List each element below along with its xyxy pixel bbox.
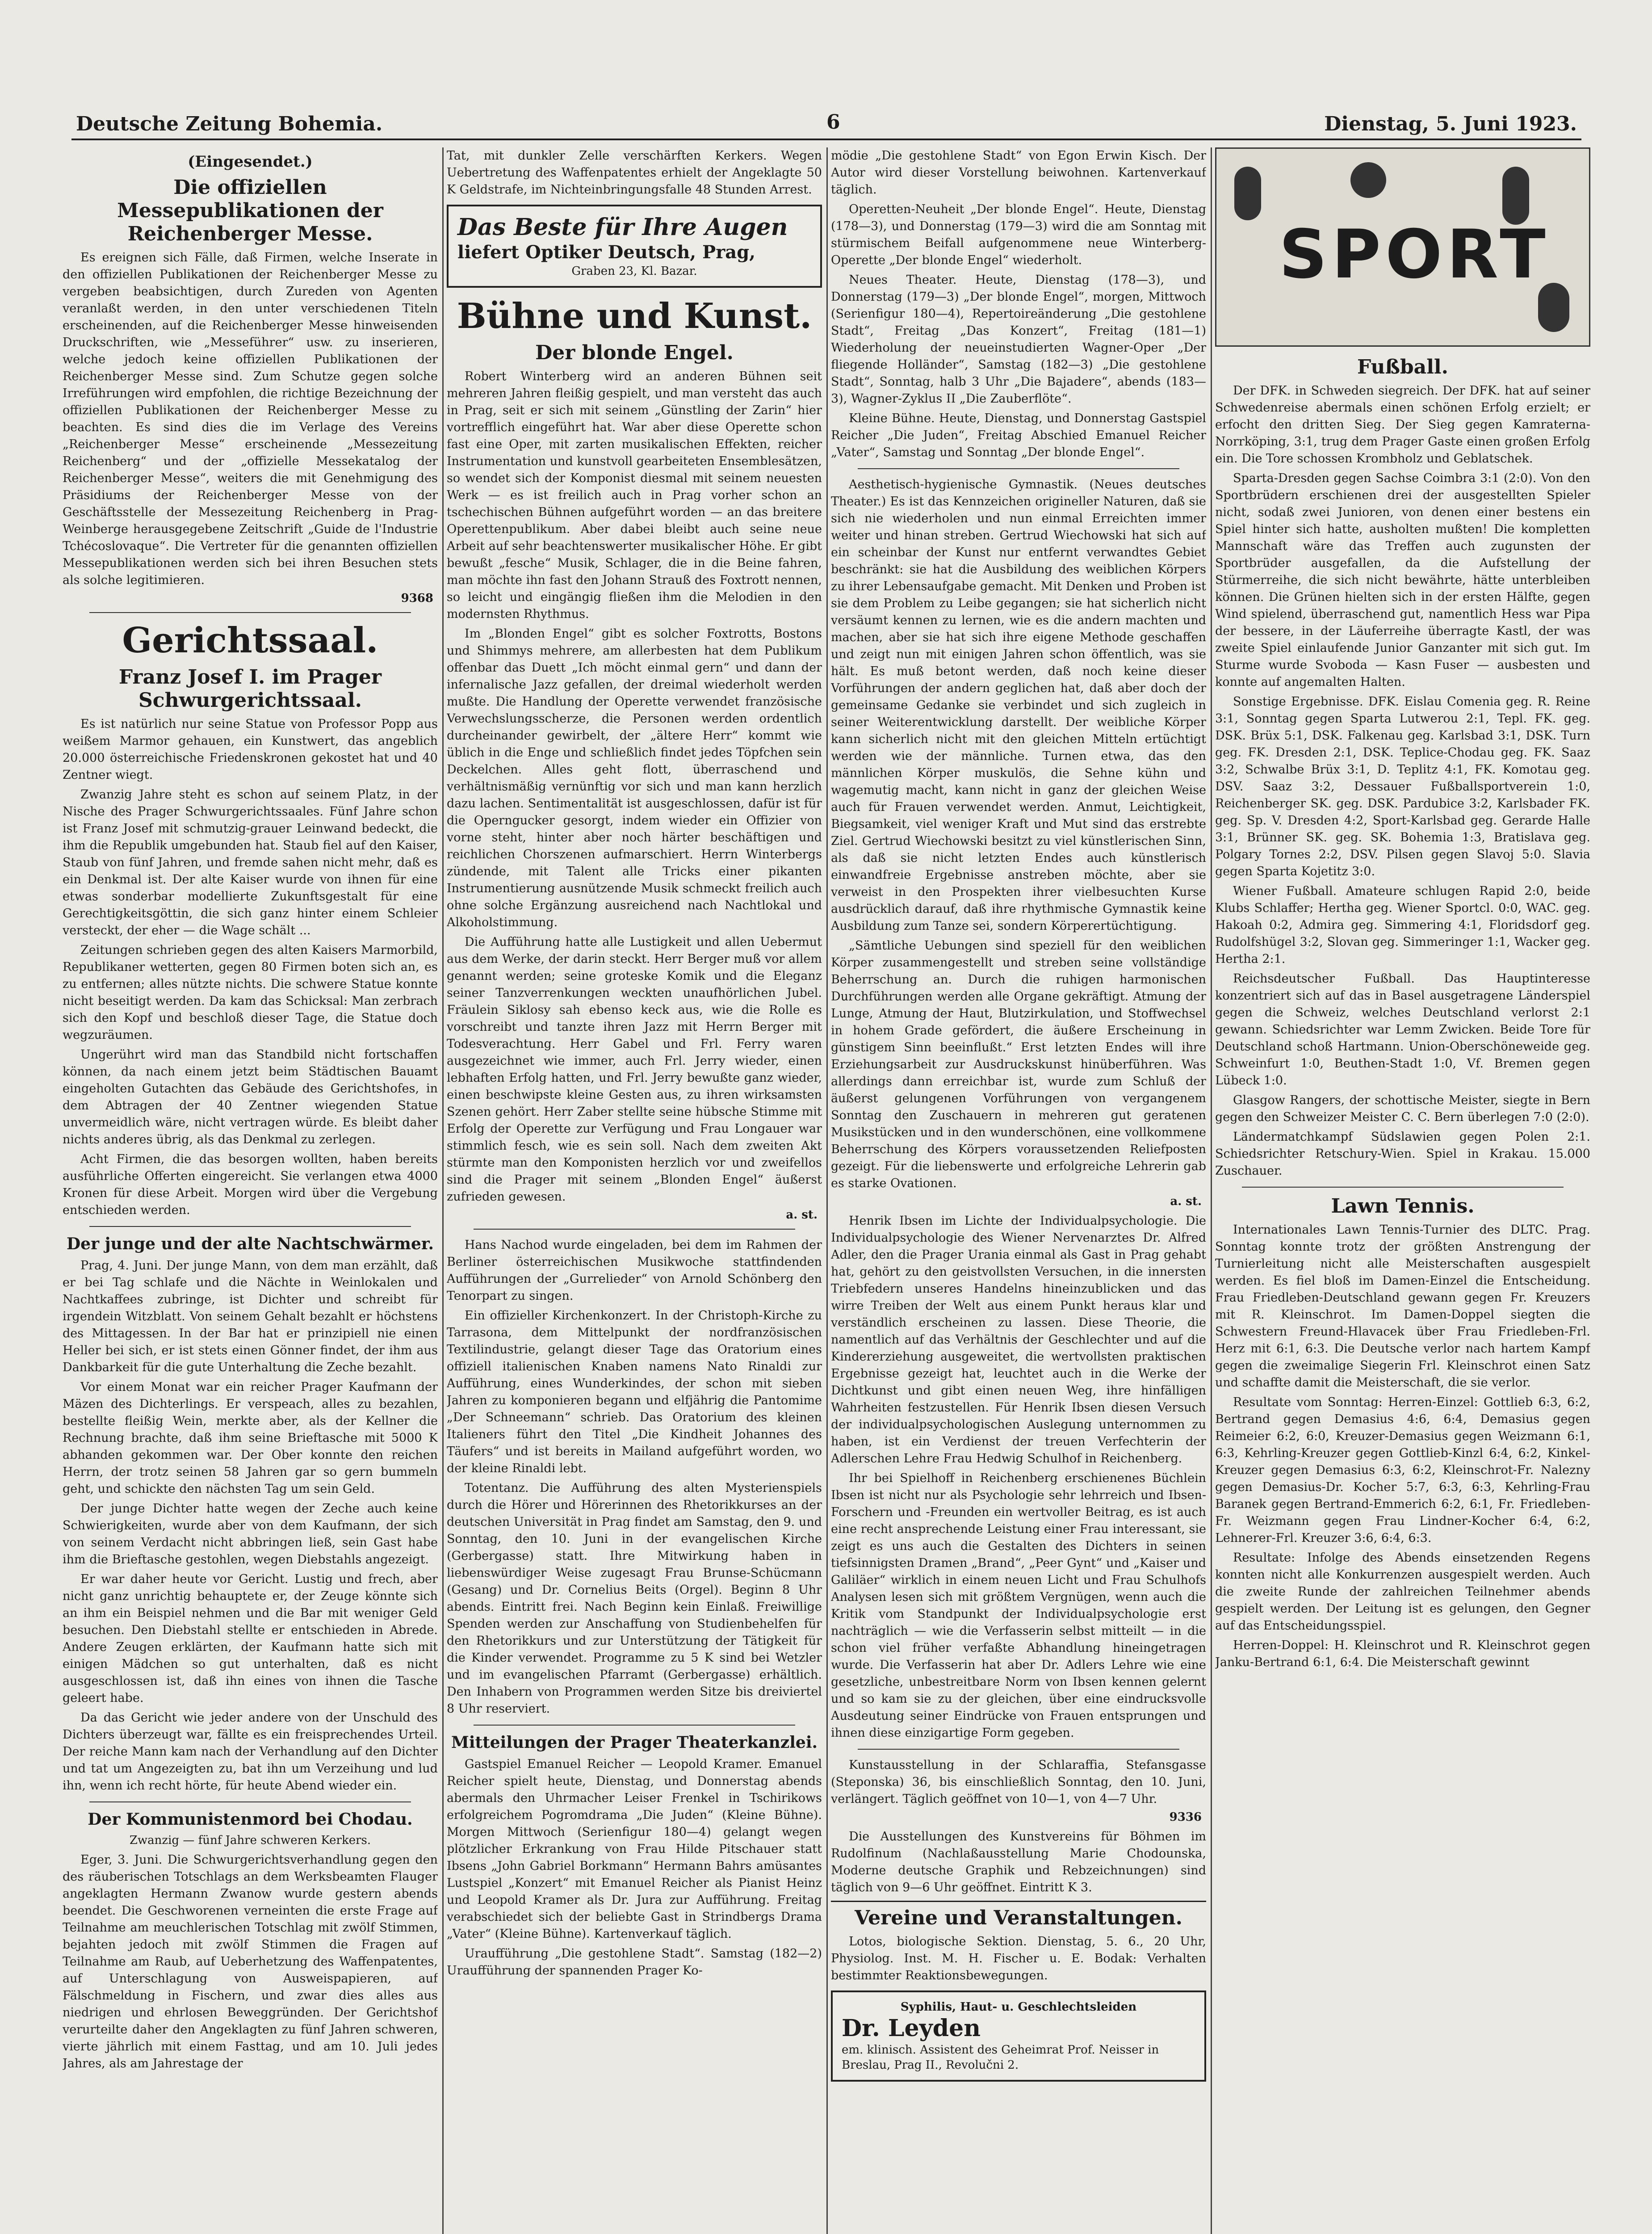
divider — [1242, 1187, 1564, 1188]
issue-date: Dienstag, 5. Juni 1923. — [1324, 113, 1577, 135]
column-rule — [442, 147, 444, 2234]
vereine-item: Lotos, biologische Sektion. Dienstag, 5. 6., 20 Uhr, Physiolog. Inst. M. H. Fischer u. E. Bodak: Verhalten bestimmter Reaktionsbewegungen. — [831, 1935, 1206, 1982]
franz-josef-paragraph: Zeitungen schrieben gegen des alten Kaisers Marmorbild, Republikaner wetterten, gegen 80 Firmen boten sich an, es zu entfernen; alles nützte nichts. Die schwere Statue konnte nicht beseitigt werden. Da kam das Schicksal: Man zerbrach sich den Kopf und beschloß dieser Tage, die Statue doch wegzuräumen. — [63, 943, 438, 1042]
vereine-heading: Vereine und Veranstaltungen. — [831, 1901, 1206, 1930]
column-1 — [63, 147, 438, 2234]
buehne-heading: Bühne und Kunst. — [457, 296, 812, 336]
franz-josef-paragraph: Es ist natürlich nur seine Statue von Professor Popp aus weißem Marmor gehauen, ein Kunstwert, das angeblich 20.000 österreichische Friedenskronen gekostet hat und 40 Zentner wiegt. — [63, 717, 438, 782]
sport-paragraph: Sonstige Ergebnisse. DFK. Eislau Comenia geg. R. Reine 3:1, Sonntag gegen Sparta Lutwerou 2:1, Tepl. FK. geg. DSK. Brüx 5:1, DSK. Falkenau geg. Karlsbad 3:1, DSK. Turn geg. FK. Dresden 2:1, DSK. Teplice-Chodau geg. FK. Saaz 3:2, Schwalbe Brüx 3:1, D. Teplitz 4:1, FK. Komotau geg. DSV. Saaz 3:2, Dessauer Fußballsportverein 1:0, Reichenberger SK. geg. DSK. Pardubice 3:2, Karlsbader FK. geg. Sp. V. Dresden 4:2, Sport-Karlsbad geg. Gerarde Halle 3:1, Brünner SK. geg. SK. Bohemia 1:3, Bratislava geg. Polgary Tornes 2:2, DSV. Pilsen gegen Slavoj 5:0. Slavia gegen Sparta Kojetitz 3:0. — [1215, 695, 1590, 878]
franz-josef-headline: Franz Josef I. im Prager Schwurgerichtssaal. — [118, 666, 382, 712]
tennis-paragraph: Resultate vom Sonntag: Herren-Einzel: Gottlieb 6:3, 6:2, Bertrand gegen Demasius 4:6, 6:4, Demasius gegen Reimeier 6:2, 6:0, Kreuzer-Demasius gegen Weizmann 6:1, 6:3, Kehrling-Kreuzer gegen Gottlieb-Kinzl 6:4, 6:2, Kinkel-Kreuzer gegen Demasius 6:3, 6:2, Kleinschrot-Fr. Nalezny gegen Demasius-Dr. Kocher 5:7, 6:3, 6:3, Kehrling-Frau Baranek gegen Bertrand-Emmerich 6:2, 6:1, Fr. Friedleben-Fr. Weizmann gegen Frau Lindner-Kocher 6:4, 6:2, Lehnerer-Frl. Kreuzer 3:6, 6:4, 6:3. — [1215, 1395, 1590, 1545]
gymnastik-signature: a. st. — [1170, 1195, 1202, 1208]
sport-paragraph: Der DFK. in Schweden siegreich. Der DFK. hat auf seiner Schwedenreise abermals einen schönen Erfolg erzielt; er erfocht den dritten Sieg. Der Sieg gegen Kamraterna-Norrköping, 3:1, trug dem Prager Gaste einen großen Erfolg ein. Die Tore schossen Krombholz und Geblatschek. — [1215, 384, 1590, 466]
sport-paragraph: Reichsdeutscher Fußball. Das Hauptinteresse konzentriert sich auf das in Basel ausgetragene Länderspiel gegen die Schweiz, welches Deutschland verlorst 2:1 gewann. Schiedsrichter war Lemm Zwicken. Beide Tore für Deutschland schoß Hartmann. Union-Oberschöneweide geg. Schweinfurt 1:0, Beuthen-Stadt 1:0, Vf. Bremen gegen Lübeck 1:0. — [1215, 972, 1590, 1088]
theater-item: Kleine Bühne. Heute, Dienstag, und Donnerstag Gastspiel Reicher „Die Juden“, Freitag Abschied Emanuel Reicher „Vater“, Samstag und Sonntag „Der blonde Engel“. — [831, 412, 1206, 459]
kunst-number: 9336 — [1169, 1810, 1202, 1824]
tennis-paragraph: Internationales Lawn Tennis-Turnier des DLTC. Prag. Sonntag konnte trotz der größten Anstrengung der Turnierleitung nicht alle Meisterschaften ausgespielt werden. Es fiel bloß im Damen-Einzel die Entscheidung. Frau Friedleben-Deutschland gewann gegen Fr. Kreuzers mit R. Kleinschrot. Im Damen-Doppel siegten die Schwestern Freund-Hlavacek über Frau Friedleben-Frl. Herz mit 6:1, 6:3. Die Deutsche verlor nach hartem Kampf gegen die zweimalige Siegerin Frl. Kleinschrot einen Satz und schaffte damit die Meisterschaft, die sie verlor. — [1215, 1223, 1590, 1390]
page-number: 6 — [826, 111, 840, 134]
kommunistenmord-subhead: Zwanzig — fünf Jahre schweren Kerkers. — [129, 1834, 371, 1847]
kunst-item: Kunstausstellung in der Schlaraffia, Stefansgasse (Steponska) 36, bis einschließlich Sonntag, den 10. Juni, verlängert. Täglich geöffnet von 10—1, von 4—7 Uhr. — [831, 1758, 1206, 1806]
paper-name: Deutsche Zeitung Bohemia. — [76, 113, 383, 135]
gymnastik-paragraph: Aesthetisch-hygienische Gymnastik. (Neues deutsches Theater.) Es ist das Kennzeichen origineller Naturen, daß sie sich nie wiederholen und nun einmal Erreichten immer weiter und hinan streben. Gertrud Wiechowski hat sich auf ein scheinbar der Kunst nur entfernt verwandtes Gebiet beschränkt: sie hat die Ausbildung des weiblichen Körpers zu ihrer Lebensaufgabe gemacht. Mit Denken und Proben ist sie dem Problem zu Leibe gegangen; sie hat sicherlich nicht versäumt kennen zu lernen, wie es die andern machten und machen, aber sie hat sich ihre eigene Methode geschaffen und zeigt nun mit einigen Jahren schon öffentlich, was sie hält. Es muß betont werden, daß noch keine dieser Vorführungen der andern geglichen hat, daß aber doch der gemeinsame Gedanke sie verbindet und sich zugleich in seiner Weiterentwicklung darstellt. Der weibliche Körper kann sicherlich nicht mit den gleichen Mitteln ertüchtigt werden wie der männliche. Turnen etwa, das den männlichen Körper muskulös, die Sehne kühn und wagemutig macht, kann nicht in ganz der gleichen Weise auch für Frauen verwendet werden. Anmut, Leichtigkeit, Biegsamkeit, viel weniger Kraft und Mut sind das erstrebte Ziel. Gertrud Wiechowski besitzt zu viel künstlerischen Sinn, als daß sie nicht letzten Endes auch künstlerisch einwandfreie Ergebnisse anstreben möchte, aber sie verweist in den Prospekten ihrer vielbesuchten Kurse ausdrücklich darauf, daß ihre rhythmische Gymnastik keine Ausbildung zum Tanze sei, sondern Körperertüchtigung. — [831, 478, 1206, 933]
column-rule — [826, 147, 828, 2234]
nachtschwaermer-paragraph: Er war daher heute vor Gericht. Lustig und frech, aber nicht ganz unrichtig behauptete er, der Zeuge könnte sich an ihm ein Beispiel nehmen und die Bar mit weniger Geld besuchen. Den Diebstahl stellte er entschieden in Abrede. Andere Zeugen erklärten, der Kaufmann hatte sich mit einigen Mädchen so gut unterhalten, daß es nicht ausgeschlossen ist, daß ihn eines von ihnen die Tasche geleert habe. — [63, 1572, 438, 1705]
sport-paragraph: Glasgow Rangers, der schottische Meister, siegte in Bern gegen den Schweizer Meister C. C. Bern überlegen 7:0 (2:0). — [1215, 1093, 1590, 1124]
news-item: Totentanz. Die Aufführung des alten Mysterienspiels durch die Hörer und Hörerinnen des Rhetorikkurses an der deutschen Universität in Prag findet am Samstag, den 9. und Sonntag, den 10. Juni in der evangelischen Kirche (Gerbergasse) statt. Ihre Mitwirkung haben in liebenswürdiger Weise zugesagt Frau Brunse-Schücmann (Gesang) und Dr. Cornelius Beits (Orgel). Beginn 8 Uhr abends. Eintritt frei. Nach Beginn kein Einlaß. Freiwillige Spenden werden zur Anschaffung von Studienbehelfen für den Rhetorikkurs und zur Unterstützung der Tätigkeit für die Kinder verwendet. Programme zu 5 K sind bei Wetzler und im evangelischen Pfarramt (Gerbergasse) erhältlich. Den Inhabern von Programmen werden Sitze bis dreiviertel 8 Uhr reserviert. — [447, 1481, 822, 1716]
franz-josef-paragraph: Zwanzig Jahre steht es schon auf seinem Platz, in der Nische des Prager Schwurgerichtssaales. Fünf Jahre schon ist Franz Josef mit schmutzig-grauer Leinwand bedeckt, die ihm die Republik umgebunden hat. Staub fiel auf den Kaiser, Staub von fünf Jahren, und fremde sahen nicht mehr, daß es ein Denkmal ist. Der alte Kaiser wurde von ihnen für eine etwas sonderbar modellierte Zukunftsgestalt für eine Gerechtigkeitsgöttin, die sich ganz hinter einem Schleier versteckt, der eher — die Wage schält ... — [63, 788, 438, 937]
review-paragraph: Im „Blonden Engel“ gibt es solcher Foxtrotts, Bostons und Shimmys mehrere, am allerbesten hat dem Publikum offenbar das Duett „Ich möcht einmal gern“ und dann der infernalische Jazz gefallen, der dreimal wiederholt werden mußte. Die Handlung der Operette verwendet französische Verwechslungsscherze, die Personen werden ordentlich durcheinander gewirbelt, der „ältere Herr“ kommt wie üblich in die Enge und schließlich findet jedes Töpfchen sein Deckelchen. Alles geht flott, überraschend und verhältnismäßig vernünftig vor sich und man kann herzlich dazu lachen. Sentimentalität ist ausgeschlossen, dafür ist für die Operngucker gesorgt, indem wieder ein Offizier von vorne steht, hinter aber noch härter beschäftigen und reichlichen Chorszenen aufmarschiert. Herrn Winterbergs zündende, mit Talent alle Tricks einer pikanten Instrumentierung ausnützende Musik schmeckt freilich auch ohne solche Ergänzung ausreichend nach Nachtlokal und Alkoholstimmung. — [447, 627, 822, 929]
news-item: Ein offizieller Kirchenkonzert. In der Christoph-Kirche zu Tarrasona, dem Mittelpunkt der nordfranzösischen Textilindustrie, gelangt dieser Tage das Oratorium eines offiziell italienischen Knaben namens Nato Rinaldi zur Aufführung, eines Wunderkindes, der schon mit sieben Jahren zu komponieren begann und elfjährig die Pantomime „Der Schneemann“ schrieb. Das Oratorium des kleinen Italieners führt den Titel „Die Kindheit Johannes des Täufers“ und ist bereits in Mailand aufgeführt worden, wo der kleine Rinaldi lebt. — [447, 1309, 822, 1475]
leyden-advertisement[interactable] — [831, 1990, 1206, 2082]
continued-text: Tat, mit dunkler Zelle verschärften Kerkers. Wegen Uebertretung des Waffenpatentes erhielt der Angeklagte 50 K Geldstrafe, im Nichteinbringungsfalle 48 Stunden Arrest. — [447, 149, 822, 197]
masthead — [71, 107, 1581, 140]
messe-article: Es ereignen sich Fälle, daß Firmen, welche Inserate in den offiziellen Publikationen der Reichenberger Messe zu vergeben beabsichtigen, durch Zureden von Agenten veranlaßt werden, in den unter verschiedenen Titeln erscheinenden, auf die Reichenberger Messe hinweisenden Druckschriften, wie „Messeführer“ usw. zu inserieren, welche jedoch keine offiziellen Publikationen der Reichenberger Messe sind. Zum Schutze gegen solche Irreführungen wird empfohlen, die richtige Bezeichnung der offiziellen Publikationen der Reichenberger Messe zu beachten. Es sind dies die im Verlage des Vereins „Reichenberger Messe“ erscheinende „Messezeitung Reichenberg“ und der „offizielle Messekatalog der Reichenberger Messe“, weiters die mit Genehmigung des Präsidiums der Reichenberger Messe von der Geschäftsstelle der Messezeitung Reichenberg in Prag-Weinberge herausgegebene Zeitschrift „Guide de l'Industrie Tchécoslovaque“. Die Vertreter für die genannten offiziellen Messepublikationen werden sich bei ihren Besuchen stets als solche legitimieren. — [63, 251, 438, 587]
messe-number: 9368 — [401, 592, 433, 605]
ad-headline: Das Beste für Ihre Augen — [457, 214, 788, 241]
column-3 — [831, 147, 1206, 2234]
news-item: Hans Nachod wurde eingeladen, bei dem im Rahmen der Berliner österreichischen Musikwoche stattfindenden Aufführungen der „Gurrelieder“ von Arnold Schönberg den Tenorpart zu singen. — [447, 1238, 822, 1303]
divider — [474, 1725, 795, 1726]
sport-paragraph: Ländermatchkampf Südslawien gegen Polen 2:1. Schiedsrichter Retschury-Wien. Spiel in Krakau. 15.000 Zuschauer. — [1215, 1130, 1590, 1178]
kommunistenmord-paragraph: Eger, 3. Juni. Die Schwurgerichtsverhandlung gegen den des räuberischen Totschlags an dem Werksbeamten Flauger angeklagten Hermann Zwanow wurde gestern abends beendet. Die Geschworenen verneinten die erste Frage auf Teilnahme am meuchlerischen Totschlag mit zwölf Stimmen, bejahten jedoch mit zwölf Stimmen die Fragen auf Teilnahme am Raub, auf Ueberhetzung des Waffenpatentes, auf Unterschlagung von Ausweispapieren, auf Fälschmeldung in Fischern, und zwar dies alles aus niedrigen und ehrlosen Beweggründen. Der Gerichtshof verurteilte daher den Angeklagten zu fünf Jahren schweren, vierte jährlich mit einem Fasttag, und am 10. Juli jedes Jahres, als am Jahrestage der — [63, 1853, 438, 2070]
theater-item: Neues Theater. Heute, Dienstag (178—3), und Donnerstag (179—3) „Der blonde Engel“, morgen, Mittwoch (Serienfigur 180—4), Repertoireänderung „Die gestohlene Stadt“, Freitag „Das Konzert“, Freitag (181—1) Wiederholung der neueinstudierten Wagner-Oper „Der fliegende Holländer“, Samstag (182—3) „Die gestohlene Stadt“, Sonntag, halb 3 Uhr „Die Bajadere“, abends (183—3), Wagner-Zyklus II „Die Zauberflöte“. — [831, 273, 1206, 406]
divider — [474, 1229, 795, 1230]
column-2 — [447, 147, 822, 2234]
sport-wordmark: SPORT — [1279, 216, 1550, 294]
divider — [89, 1226, 411, 1227]
review-paragraph: Die Aufführung hatte alle Lustigkeit und allen Uebermut aus dem Werke, der darin steckt. Herr Berger muß vor allem genannt werden; seine groteske Komik und die Eleganz seiner Tanzverrenkungen weckten unaufhörlichen Jubel. Fräulein Siklosy sah ebenso keck aus, wie die Rolle es vorschreibt und tanzte ihren Jazz mit Herrn Berger mit Todesverachtung. Herr Gabel und Frl. Ferry waren ausgezeichnet wie immer, auch Frl. Jerry wieder, einen lebhaften Erfolg hatten, und Frl. Jerry bewußte ganz wieder, einen beschwipste kleine Gesten aus, zu ihren wirksamsten Szenen gehört. Herr Zaber stellte seine hübsche Stimme mit Erfolg der Operette zur Verfügung und Frau Longauer war stimmlich fesch, wie es sein soll. Nach dem zweiten Akt stürmte man den Komponisten herzlich vor und zweifellos sind die Prager mit seinem „Blonden Engel“ äußerst zufrieden gewesen. — [447, 935, 822, 1204]
tennis-heading: Lawn Tennis. — [1331, 1195, 1475, 1218]
fussball-heading: Fußball. — [1357, 356, 1448, 378]
ibsen-paragraph: Ihr bei Spielhoff in Reichenberg erschienenes Büchlein Ibsen ist nicht nur als Psychologie sehr lehrreich und Ibsen-Forschern und -Freunden ein wertvoller Beitrag, es ist auch eine recht ansprechende Leistung einer Frau interessant, sie zeigt es uns auch die Gestalten des Dichters in seinen tiefsinnigsten Dramen „Brand“, „Peer Gynt“ und „Kaiser und Galiläer“ wirklich in einem neuen Licht und Frau Schulhofs Analysen lesen sich mit größtem Vergnügen, wenn auch die Kritik vom Standpunkt der Individualpsychologie erst nachträglich — wie die Verfasserin selbst mitteilt — in die schon viel früher verfaßte Abhandlung hineingetragen wurde. Die Verfasserin hat aber Dr. Adlers Lehre wie eine gesetzliche, unbestreitbare Norm von Ibsen kennen gelernt und so kam sie zu der gleichen, über eine eindrucksvolle Ausdeutung seiner Eindrücke von Frauen entsprungen und ihnen diese einzigartige Form gegeben. — [831, 1471, 1206, 1740]
sport-paragraph: Wiener Fußball. Amateure schlugen Rapid 2:0, beide Klubs Schlaffer; Hertha geg. Wiener Sportcl. 0:0, WAC. geg. Hakoah 0:2, Admira geg. Simmering 4:1, Floridsdorf geg. Rudolfshügel 3:2, Slovan geg. Simmeringer 1:1, Wacker geg. Hertha 2:1. — [1215, 884, 1590, 966]
tennis-paragraph: Resultate: Infolge des Abends einsetzenden Regens konnten nicht alle Konkurrenzen ausgespielt werden. Auch die zweite Runde der zahlreichen Teilnehmer abends gespielt werden. Der Leitung ist es gelungen, den Gegner auf das Entscheidungsspiel. — [1215, 1551, 1590, 1633]
ad-address: Graben 23, Kl. Bazar. — [571, 265, 697, 278]
review-paragraph: Robert Winterberg wird an anderen Bühnen seit mehreren Jahren fleißig gespielt, und man versteht das auch in Prag, seit er sich mit seinem „Günstling der Zarin“ hier vortrefflich eingeführt hat. War aber diese Operette schon fast eine Oper, mit zarten musikalischen Effekten, reicher Instrumentation und kunstvoll gearbeiteten Ensemblesätzen, so wendet sich der Komponist diesmal mit seinem neuesten Werk — es ist freilich auch in Prag vorher schon an tschechischen Bühnen aufgeführt worden — an das breitere Operettenpublikum. Aber dabei bleibt auch seine neue Arbeit auf sehr beachtenswerter musikalischer Höhe. Er gibt bewußt „fesche“ Musik, Schlager, die in die Beine fahren, man möchte ihn fast den Johann Strauß des Foxtrott nennen, so leicht und eingängig fließen ihm die Melodien in den modernsten Rhythmus. — [447, 370, 822, 621]
tennis-paragraph: Herren-Doppel: H. Kleinschrot und R. Kleinschrot gegen Janku-Bertrand 6:1, 6:4. Die Meisterschaft gewinnt — [1215, 1638, 1590, 1669]
nachtschwaermer-paragraph: Der junge Dichter hatte wegen der Zeche auch keine Schwierigkeiten, wurde aber von dem Kaufmann, der sich von seinem Verdacht nicht abbringen ließ, sein Gast habe ihm die Brieftasche gestohlen, wegen Diebstahls angezeigt. — [63, 1502, 438, 1566]
nachtschwaermer-headline: Der junge und der alte Nachtschwärmer. — [66, 1235, 434, 1253]
ibsen-paragraph: Henrik Ibsen im Lichte der Individualpsychologie. Die Individualpsychologie des Wiener Nervenarztes Dr. Alfred Adler, den die Prager Urania einmal als Gast in Prag gehabt hat, gehört zu den geistvollsten Versuchen, in die innersten Triebfedern unseres Handelns hineinzublicken und das wirre Treiben der Welt aus einem Punkt heraus klar und verständlich erscheinen zu lassen. Diese Theorie, die namentlich auf das Verhältnis der Geschlechter und auf die Kindererziehung ausgeweitet, die wertvollsten praktischen Ergebnisse gezeigt hat, leuchtet auch in die Werke der Dichtkunst und gibt einen neuen Weg, ihre hinfälligen Wahrheiten festzustellen. Für Henrik Ibsen diesen Versuch der individualpsychologischen Auslegung unternommen zu haben, ist ein Verdienst der treuen Verfechterin der Adlerschen Lehre Frau Hedwig Schulhof in Reichenberg. — [831, 1214, 1206, 1466]
divider — [89, 1801, 411, 1802]
athlete-figure — [1234, 167, 1261, 220]
ad-subtext: em. klinisch. Assistent des Geheimrat Prof. Neisser in Breslau, Prag II., Revolučni 2. — [842, 2043, 1159, 2072]
theater-item: Uraufführung „Die gestohlene Stadt“. Samstag (182—2) Uraufführung der spannenden Prager Ko- — [447, 1947, 822, 1978]
nachtschwaermer-paragraph: Da das Gericht wie jeder andere von der Unschuld des Dichters überzeugt war, fällte es ein freisprechendes Urteil. Der reiche Mann kam nach der Verhandlung auf den Dichter und tat um Angezeigten zu, bat ihn um Verzeihung und lud ihn, wenn ich recht hörte, für heute Abend wieder ein. — [63, 1711, 438, 1793]
divider — [858, 1749, 1179, 1750]
theaterkanzlei-headline: Mitteilungen der Prager Theaterkanzlei. — [451, 1733, 818, 1752]
eingesendet-label: (Eingesendet.) — [188, 153, 313, 171]
blonde-engel-headline: Der blonde Engel. — [535, 341, 734, 364]
theater-item: Operetten-Neuheit „Der blonde Engel“. Heute, Dienstag (178—3), und Donnerstag (179—3) wird die am Sonntag mit stürmischem Beifall aufgenommene neue Winterberg-Operette „Der blonde Engel“ wiederholt. — [831, 202, 1206, 267]
column-rule — [1211, 147, 1212, 2234]
column-4 — [1215, 147, 1590, 2234]
review-signature: a. st. — [786, 1208, 818, 1222]
nachtschwaermer-paragraph: Vor einem Monat war ein reicher Prager Kaufmann der Mäzen des Dichterlings. Er verspeach, alles zu bezahlen, bestellte fleißig Wein, merkte aber, als der Kellner die Rechnung brachte, daß ihm seine Brieftasche mit 5000 K abhanden gekommen war. Der Ober konnte den reichen Herrn, der trotz seinen 58 Jahren gar so gern bummeln geht, und schickte den nächsten Tag um sein Geld. — [63, 1380, 438, 1496]
franz-josef-paragraph: Acht Firmen, die das besorgen wollten, haben bereits ausführliche Offerten eingereicht. Sie verlangen etwa 4000 Kronen für diese Arbeit. Morgen wird über die Vergebung entschieden werden. — [63, 1152, 438, 1217]
messe-headline: Die offiziellen Messepublikationen der Reichenberger Messe. — [117, 176, 383, 245]
continued-text: mödie „Die gestohlene Stadt“ von Egon Erwin Kisch. Der Autor wird dieser Vorstellung beiwohnen. Kartenverkauf täglich. — [831, 149, 1206, 197]
optiker-advertisement[interactable] — [447, 205, 822, 288]
gymnastik-paragraph: „Sämtliche Uebungen sind speziell für den weiblichen Körper zusammengestellt und streben seine vollständige Beherrschung an. Durch die ruhigen harmonischen Durchführungen werden alle Organe gekräftigt. Atmung der Lunge, Atmung der Haut, Blutzirkulation, und Stoffwechsel in hohem Grade gefördert, die äußere Erscheinung in günstigem Sinn beeinflußt.“ Erst letzten Endes will ihre Erziehungsarbeit zur Ausdruckskunst hinüberführen. Was allerdings dann erreichbar ist, wurde zum Schluß der äußerst gelungenen Vorführungen von vergangenem Sonntag den Zuschauern in mehreren gut geratenen Musikstücken und in den wunderschönen, eine vollkommene Beherrschung des Körpers voraussetzenden Reliefposten gezeigt. Für die liebenswerte und erfolgreiche Lehrerin gab es starke Ovationen. — [831, 939, 1206, 1190]
kunst-item: Die Ausstellungen des Kunstvereins für Böhmen im Rudolfinum (Nachlaßausstellung Marie Chodounska, Moderne deutsche Graphik und Rebzeichnungen) sind täglich von 9—6 Uhr geöffnet. Eintritt K 3. — [831, 1830, 1206, 1894]
divider — [89, 612, 411, 613]
divider — [858, 468, 1179, 469]
theater-item: Gastspiel Emanuel Reicher — Leopold Kramer. Emanuel Reicher spielt heute, Dienstag, und Donnerstag abends abermals den Uhrmacher Leiser Frenkel in Tschirikows erfolgreichem Pogromdrama „Die Juden“ (Kleine Bühne). Morgen Mittwoch (Serienfigur 180—4) gelangt wegen plötzlicher Erkrankung von Frau Hilde Pitschauer statt Ibsens „John Gabriel Borkmann“ Hermann Bahrs amüsantes Lustspiel „Konzert“ mit Emanuel Reicher als Pianist Heinz und Leopold Kramer als Dr. Jura zur Aufführung. Freitag verabschiedet sich der beliebte Gast in Strindbergs Drama „Vater“ (Kleine Bühne). Kartenverkauf täglich. — [447, 1757, 822, 1941]
franz-josef-paragraph: Ungerührt wird man das Standbild nicht fortschaffen können, da nach einem jetzt beim Städtischen Bauamt eingeholten Gutachten das Gebäude des Gerichtshofes, in dem Abtragen der 40 Zentner wiegenden Statue unvermeidlich wäre, nicht vertragen würde. Es bleibt daher nichts anderes übrig, als das Denkmal zu zerlegen. — [63, 1048, 438, 1146]
ad-topline: Syphilis, Haut- u. Geschlechtsleiden — [900, 2000, 1137, 2014]
sport-paragraph: Sparta-Dresden gegen Sachse Coimbra 3:1 (2:0). Von den Sportbrüdern erschienen drei der ausgestellten Spieler nicht, sodaß zwei Junioren, von denen einer bestens ein Spiel hinter sich hatte, ausholten mußten! Die kompletten Mannschaft wäre das Treffen auch zugunsten der Sportbrüder ausgefallen, da die Aufstellung der Stürmerreihe, die sich nicht bewährte, hätte unterbleiben können. Die Grünen hielten sich in der ersten Hälfte, gegen Wind spielend, überraschend gut, namentlich Hess war Pipa der bessere, in der Läuferreihe überragte Kastl, der was zweite Spiel einlaufende Junior Ganzanter mit sich gut. Im Sturme wurde Svoboda — Kasn Fuser — ausbesten und konnte auf angemalten Halten. — [1215, 471, 1590, 689]
nachtschwaermer-paragraph: Prag, 4. Juni. Der junge Mann, von dem man erzählt, daß er bei Tag schlafe und die Nächte in Weinlokalen und Nachtkaffees zubringe, ist Dichter und schreibt für irgendein Witzblatt. Von seinem Gehalt bezahlt er höchstens des Mittagessen. In der Bar hat er prinzipiell nie einen Heller bei sich, er ist stets einen Gönner findet, der ihm aus Dankbarkeit für die gute Unterhaltung die Zeche bezahlt. — [63, 1259, 438, 1374]
kommunistenmord-headline: Der Kommunistenmord bei Chodau. — [88, 1810, 413, 1829]
ball-figure — [1350, 162, 1386, 198]
ad-firm: liefert Optiker Deutsch, Prag, — [457, 242, 756, 263]
gerichtssaal-heading: Gerichtssaal. — [122, 620, 378, 661]
sport-banner — [1215, 147, 1590, 347]
ad-name: Dr. Leyden — [842, 2015, 981, 2042]
